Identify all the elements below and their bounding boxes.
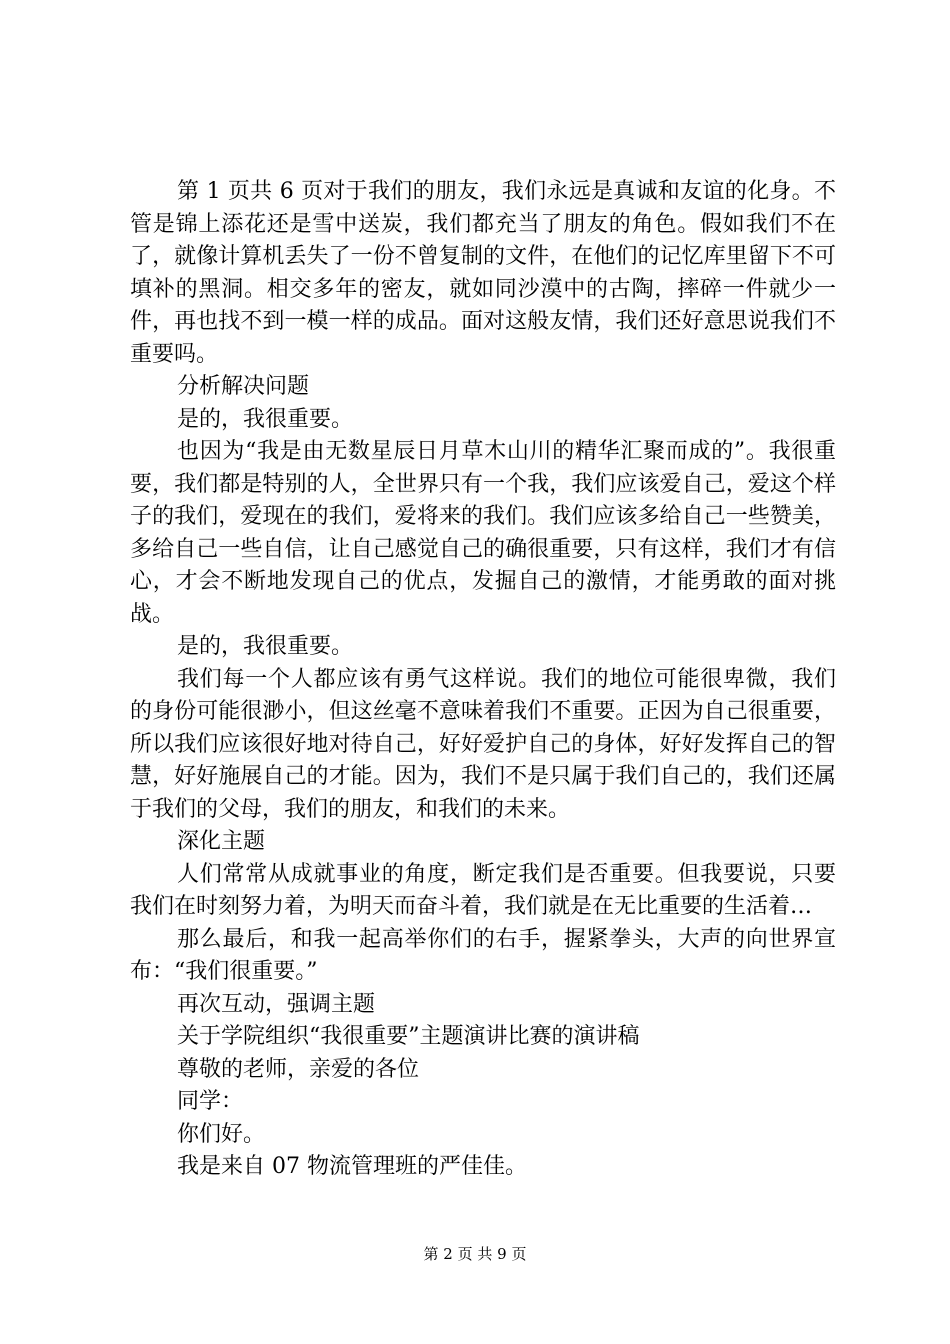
paragraph-i-am-important-1: 是的，我很重要。 (177, 406, 354, 432)
paragraph-i-am-important-2: 是的，我很重要。 (177, 634, 354, 659)
paragraph-friendship: 第 1 页共 6 页对于我们的朋友，我们永远是真诚和友谊的化身。不管是锦上添花还是雪中送炭，我们都充当了朋友的角色。假如我们不在了，就像计算机丢失了一份不曾复制的文件，在他们的记忆库里留下不可填补的黑洞。相交多年的密友，就如同沙漠中的古陶，摔碎一件就少一件，再也找不到一模一样的成品。面对这般友情，我们还好意思说我们不重要吗。 (130, 179, 836, 367)
paragraph-career: 人们常常从成就事业的角度，断定我们是否重要。但我要说，只要我们在时刻努力着，为明天而奋斗着，我们就是在无比重要的生活着… (130, 861, 836, 919)
paragraph-stars: 也因为“我是由无数星辰日月草木山川的精华汇聚而成的”。我很重要，我们都是特别的人，全世界只有一个我，我们应该爱自己，爱这个样子的我们，爱现在的我们，爱将来的我们。我们应该多给自己一些赞美，多给自己一些自信，让自己感觉自己的确很重要，只有这样，我们才有信心，才会不断地发现自己的优点，发掘自己的激情，才能勇敢的面对挑战。 (130, 439, 836, 627)
document-body (130, 176, 836, 1184)
greeting-line-2: 同学： (177, 1089, 244, 1114)
paragraph-courage: 我们每一个人都应该有勇气这样说。我们的地位可能很卑微，我们的身份可能很渺小，但这丝毫不意味着我们不重要。正因为自己很重要，所以我们应该很好地对待自己，好好爱护自己的身体，好好发挥自己的智慧，好好施展自己的才能。因为，我们不是只属于我们自己的，我们还属于我们的父母，我们的朋友，和我们的未来。 (130, 666, 836, 822)
greeting-line-1: 尊敬的老师，亲爱的各位 (177, 1056, 420, 1082)
speaker-introduction: 我是来自 07 物流管理班的严佳佳。 (177, 1154, 527, 1179)
section-heading-deepen: 深化主题 (177, 829, 266, 854)
section-heading-analyze: 分析解决问题 (177, 374, 310, 399)
greeting-hello: 你们好。 (177, 1121, 266, 1147)
speech-title: 关于学院组织“我很重要”主题演讲比赛的演讲稿 (177, 1024, 640, 1049)
page-footer: 第 2 页 共 9 页 (423, 1245, 527, 1263)
paragraph-finale: 那么最后，和我一起高举你们的右手，握紧拳头，大声的向世界宣布：“我们很重要。” (130, 926, 836, 984)
section-heading-interact: 再次互动，强调主题 (177, 991, 376, 1017)
